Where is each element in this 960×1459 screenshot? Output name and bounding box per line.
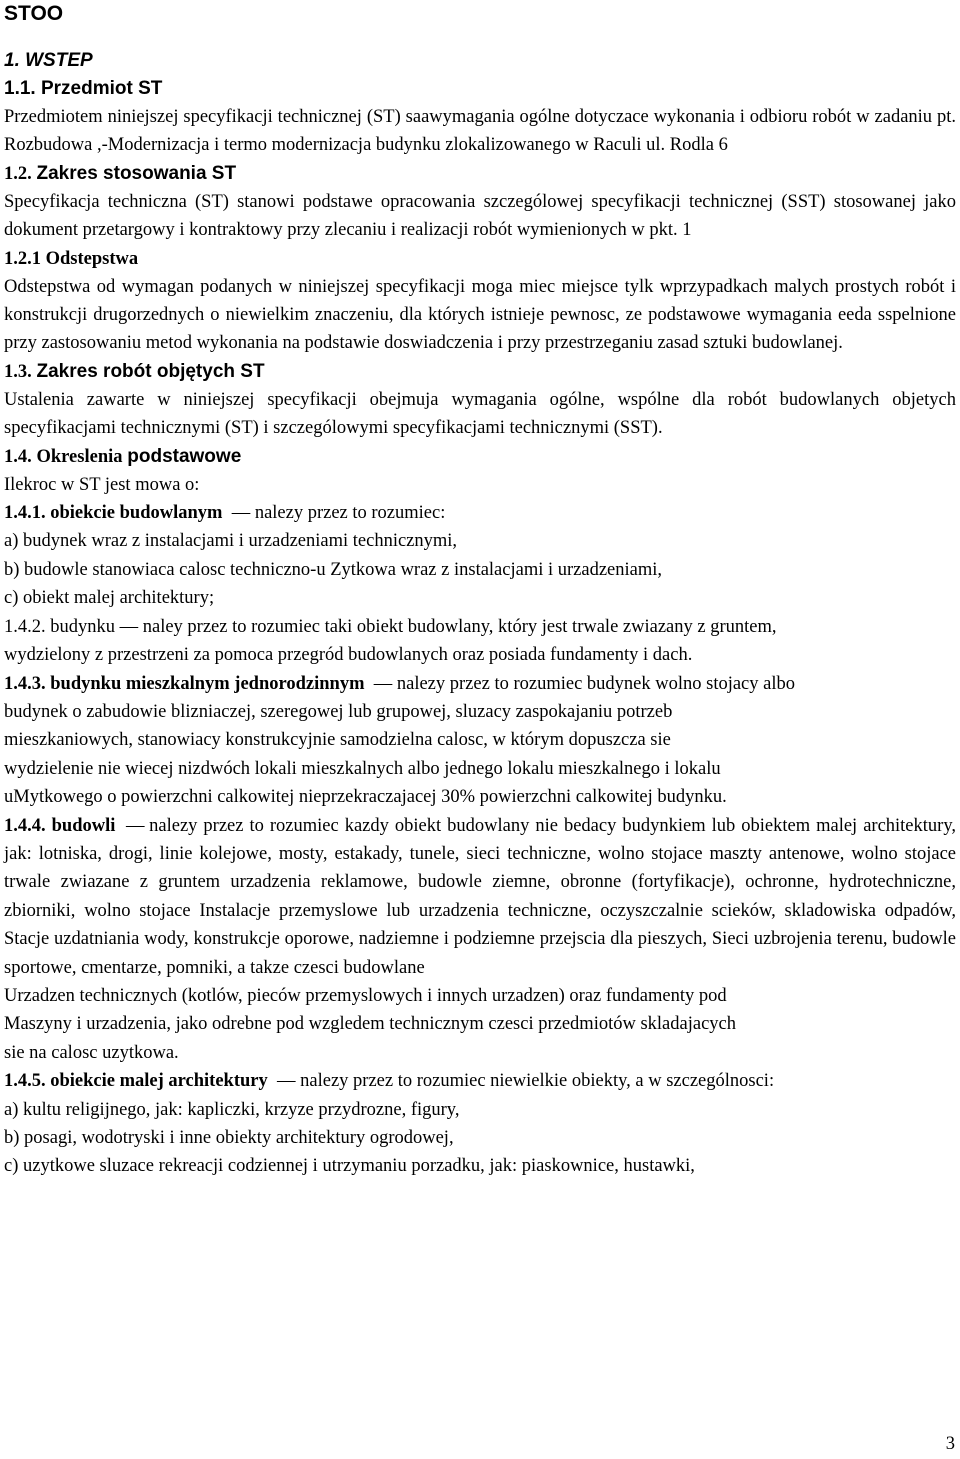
definition-1-4-4 [4,812,956,982]
definition-1-4-2-cont: wydzielony z przestrzeni za pomoca przegród budowlanych oraz posiada fundamenty i dach. [4,645,693,666]
em-dash: — [369,673,397,694]
heading-1-2 [4,160,956,188]
definition-1-4-1-b: b) budowle stanowiaca calosc techniczno-u Zytkowa wraz z instalacjami i urzadzeniami, [4,559,663,580]
document-title: STOO [4,2,64,25]
document-body [4,47,956,1181]
definition-1-4-1-a: a) budynek wraz z instalacjami i urzadzeniami technicznymi, [4,531,458,552]
paragraph-1-2-1: Odstepstwa od wymagan podanych w niniejszej specyfikacji moga miec miejsce tylk wprzypadkach malych prostych robót i konstrukcji drugorzednych o niewielkim znaczeniu, dla których istnieje pewnosc, ze podstawowe wymagania eeda sspelnione przy zastosowaniu metod wykonania na podstawie doswiadczenia i przy przestrzeganiu zasad sztuki budowlanej. [4,276,956,354]
page-number: 3 [945,1434,955,1454]
heading-1-4 [4,443,956,471]
definition-1-4-3-term: 1.4.3. budynku mieszkalnym jednorodzinnym [4,673,365,694]
definition-1-4-3-line5: uMytkowego o powierzchni calkowitej nieprzekraczajacej 30% powierzchni calkowitej budynku. [4,787,727,808]
definition-1-4-3-text: nalezy przez to rozumiec budynek wolno stojacy albo [396,673,795,694]
definition-1-4-3 [4,670,956,698]
heading-1-3 [4,358,956,386]
definition-1-4-3-line3: mieszkaniowych, stanowiacy konstrukcyjnie samodzielna calosc, w którym dopuszcza sie [4,730,671,751]
definition-1-4-4-line8: Maszyny i urzadzenia, jako odrebne pod wzgledem technicznym czesci przedmiotów skladajacych [4,1014,736,1035]
definition-1-4-1 [4,499,956,527]
definition-1-4-5-text: nalezy przez to rozumiec niewielkie obiekty, a w szczególnosci: [300,1071,775,1092]
definition-1-4-5-b: b) posagi, wodotryski i inne obiekty architektury ogrodowej, [4,1128,454,1148]
definition-1-4-3-line4: wydzielenie nie wiecej nizdwóch lokali mieszkalnych albo jednego lokalu mieszkalnego i lokalu [4,758,721,779]
heading-1-2-1 [4,245,956,273]
heading-1-3-number: 1.3. [4,361,32,382]
definition-1-4-5-term: 1.4.5. obiekcie malej architektury [4,1071,268,1092]
definition-1-4-1-c: c) obiekt malej architektury; [4,588,215,609]
definition-1-4-1-text: nalezy przez to rozumiec: [254,503,446,524]
definition-1-4-4-term: 1.4.4. budowli [4,815,116,836]
heading-1-2-number: 1.2. [4,163,32,184]
definition-1-4-1-term: 1.4.1. obiekcie budowlanym [4,503,223,524]
heading-1-1: 1.1. Przedmiot ST [4,78,163,99]
em-dash: — [227,503,255,524]
definition-1-4-4-line7: Urzadzen technicznych (kotlów, pieców przemyslowych i innych urzadzen) oraz fundamenty pod [4,985,727,1006]
heading-1-2-1-text: 1.2.1 Odstepstwa [4,248,139,269]
definition-1-4-5-a: a) kultu religijnego, jak: kapliczki, krzyze przydrozne, figury, [4,1099,460,1120]
definition-1-4-3-line2: budynek o zabudowie blizniaczej, szeregowej lub grupowej, sluzacy zaspokajaniu potrzeb [4,701,673,722]
paragraph-1-2: Specyfikacja techniczna (ST) stanowi podstawe opracowania szczególowej specyfikacji technicznej (SST) stosowanej jako dokument przetargowy i kontraktowy przy zlecaniu i realizacji robót wymienionych w pkt. 1 [4,191,956,241]
paragraph-1-4-intro: Ilekroc w ST jest mowa o: [4,474,200,495]
em-dash: — [121,815,150,836]
heading-1-4-title-b: podstawowe [127,445,242,467]
heading-1: 1. WSTEP [4,50,93,71]
definition-1-4-2: 1.4.2. budynku — naley przez to rozumiec taki obiekt budowlany, który jest trwale zwiazany z gruntem, [4,616,777,637]
definition-1-4-5-c: c) uzytkowe sluzace rekreacji codziennej i utrzymaniu porzadku, jak: piaskownice, hustawki, [4,1156,695,1177]
definition-1-4-4-text: nalezy przez to rozumiec kazdy obiekt budowlany nie bedacy budynkiem lub obiektem malej architektury, jak: lotniska, drogi, linie kolejowe, mosty, estakady, tunele, sieci techniczne, wolno stojace maszty antenowe, wolno stojace trwale zwiazane z gruntem urzadzenia reklamowe, budowle ziemne, obronne (fortyfikacje), ochronne, hydrotechniczne, zbiorniki, wolno stojace Instalacje przemyslowe lub urzadzenia techniczne, oczyszczalnie scieków, skladowiska odpadów, Stacje uzdatniania wody, konstrukcje oporowe, nadziemne i podziemne przejscia dla pieszych, Sieci uzbrojenia terenu, budowle sportowe, cmentarze, pomniki, a takze czesci budowlane [4,815,956,978]
definition-1-4-4-line9: sie na calosc uzytkowa. [4,1042,179,1063]
em-dash: — [272,1071,301,1092]
heading-1-4-title-a: Okreslenia [36,446,123,467]
paragraph-1-3: Ustalenia zawarte w niniejszej specyfikacji obejmuja wymagania ogólne, wspólne dla robót budowlanych objetych specyfikacjami technicznymi (ST) i szczególowymi specyfikacjami technicznymi (SST). [4,389,956,439]
paragraph-1-1: Przedmiotem niniejszej specyfikacji technicznej (ST) saawymagania ogólne dotyczace wykonania i odbioru robót w zadaniu pt. Rozbudowa ,-Modernizacja i termo modernizacja budynku zlokalizowanego w Raculi ul. Rodla 6 [4,107,956,156]
heading-1-2-title: Zakres stosowania ST [36,162,237,184]
definition-1-4-5 [4,1067,956,1095]
heading-1-4-number: 1.4. [4,446,32,467]
heading-1-3-title: Zakres robót objętych ST [36,360,265,382]
